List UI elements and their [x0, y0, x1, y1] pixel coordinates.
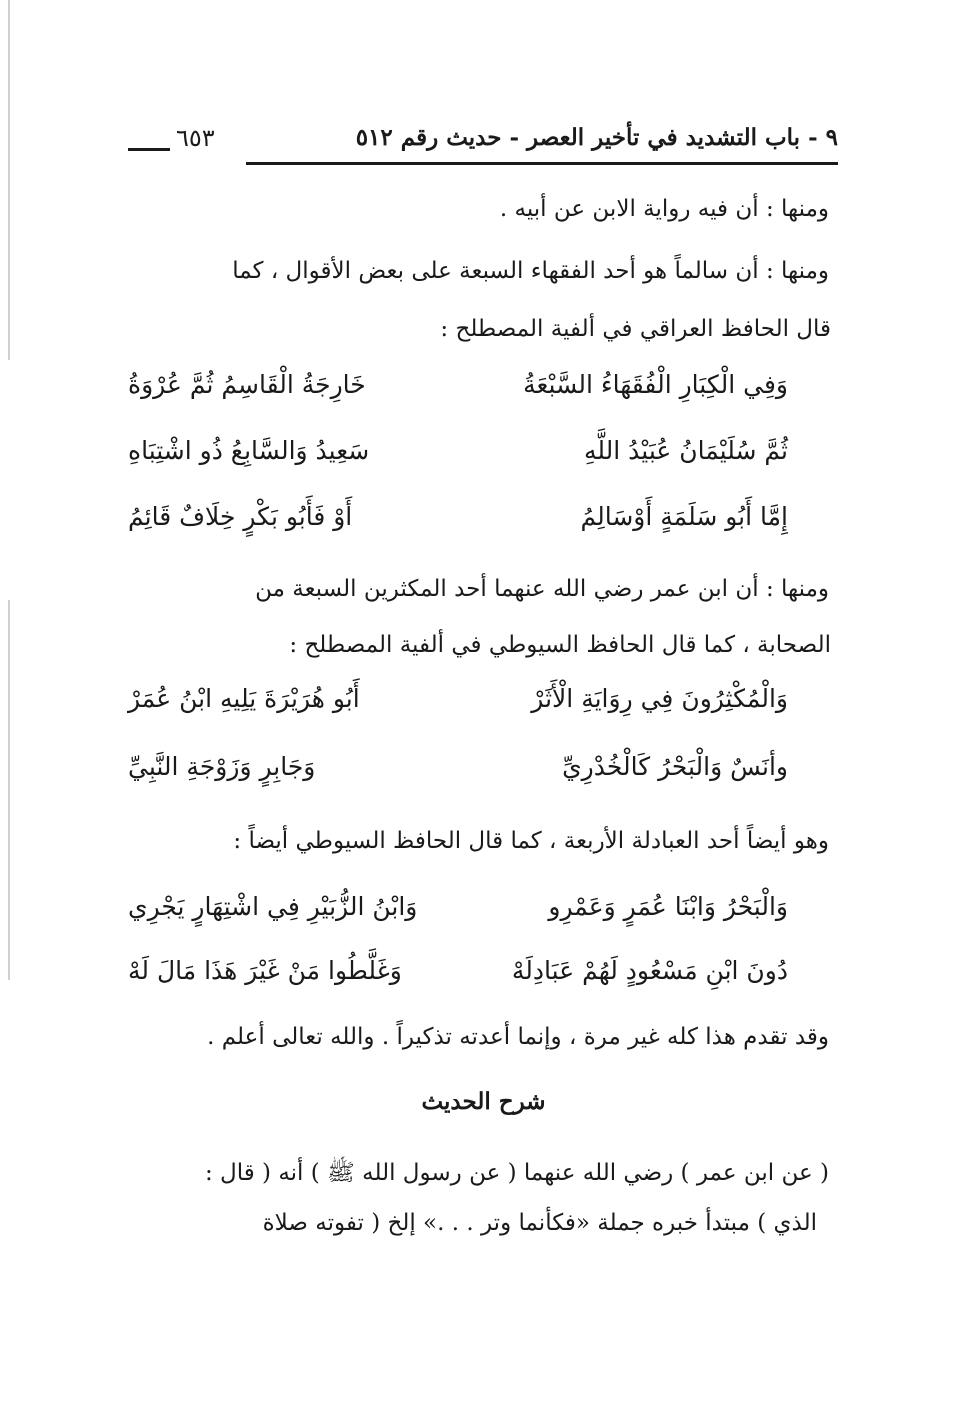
commentary-line: ( عن ابن عمر ) رضي الله عنهما ( عن رسول الله ﷺ ) أنه ( قال : [204, 1160, 829, 1186]
paragraph-line: وقد تقدم هذا كله غير مرة ، وإنما أعدته تذكيراً . والله تعالى أعلم . [207, 1024, 829, 1050]
verse-line [128, 684, 788, 728]
paragraph-line: الصحابة ، كما قال الحافظ السيوطي في ألفية المصطلح : [289, 632, 831, 658]
paragraph-line: ومنها : أن فيه رواية الابن عن أبيه . [499, 196, 829, 222]
verse-first-hemistich: وأنَسٌ وَالْبَحْرُ كَالْخُدْرِيِّ [562, 752, 788, 781]
verse-first-hemistich: وَفِي الْكِبَارِ الْفُقَهَاءُ السَّبْعَةُ [523, 370, 788, 399]
verse-second-hemistich: أَبُو هُرَيْرَةَ يَلِيهِ ابْنُ عُمَرْ [128, 684, 360, 713]
verse-first-hemistich: إِمَّا أَبُو سَلَمَةٍ أَوْسَالِمُ [580, 502, 788, 531]
verse-first-hemistich: وَالْبَحْرُ وَابْنَا عُمَرٍ وَعَمْرِو [548, 892, 788, 921]
verse-first-hemistich: دُونَ ابْنِ مَسْعُودٍ لَهُمْ عَبَادِلَهْ [511, 956, 788, 985]
header-dash [128, 148, 170, 151]
verse-line [128, 502, 788, 546]
verse-second-hemistich: وَابْنُ الزُّبَيْرِ فِي اشْتِهَارٍ يَجْرِي [128, 892, 418, 921]
verse-line [128, 752, 788, 796]
header-title: ٩ - باب التشديد في تأخير العصر - حديث رقم ٥١٢ [355, 124, 838, 151]
verse-first-hemistich: ثُمَّ سُلَيْمَانُ عُبَيْدُ اللَّهِ [583, 436, 788, 465]
section-heading: شرح الحديث [421, 1088, 546, 1115]
verse-second-hemistich: وَغَلَّطُوا مَنْ غَيْرَ هَذَا مَالَ لَهْ [128, 956, 402, 985]
verse-line [128, 892, 788, 936]
paragraph-line: قال الحافظ العراقي في ألفية المصطلح : [440, 316, 831, 342]
verse-second-hemistich: خَارِجَةُ الْقَاسِمُ ثُمَّ عُرْوَةُ [128, 370, 366, 399]
commentary-line: الذي ) مبتدأ خبره جملة «فكأنما وتر . . .» إلخ ( تفوته صلاة [262, 1210, 817, 1236]
running-header [128, 118, 838, 166]
verse-line [128, 370, 788, 414]
paragraph-line: وهو أيضاً أحد العبادلة الأربعة ، كما قال الحافظ السيوطي أيضاً : [233, 828, 829, 854]
verse-second-hemistich: سَعِيدُ وَالسَّابِعُ ذُو اشْتِبَاهِ [128, 436, 370, 465]
verse-second-hemistich: أَوْ فَأَبُو بَكْرٍ خِلَافٌ قَائِمُ [128, 502, 353, 531]
page-number: ٦٥٣ [176, 124, 215, 152]
verse-line [128, 436, 788, 480]
paragraph-line: ومنها : أن سالماً هو أحد الفقهاء السبعة على بعض الأقوال ، كما [232, 258, 829, 284]
verse-line [128, 956, 788, 1000]
verse-first-hemistich: وَالْمُكْثِرُونَ فِي رِوَايَةِ الْأَثَرْ [531, 684, 788, 713]
header-rule [246, 162, 838, 165]
scan-margin-shadow [8, 0, 10, 360]
scan-margin-shadow-lower [8, 600, 10, 980]
verse-second-hemistich: وَجَابِرٍ وَزَوْجَةِ النَّبِيِّ [128, 752, 316, 781]
paragraph-line: ومنها : أن ابن عمر رضي الله عنهما أحد المكثرين السبعة من [255, 576, 829, 602]
